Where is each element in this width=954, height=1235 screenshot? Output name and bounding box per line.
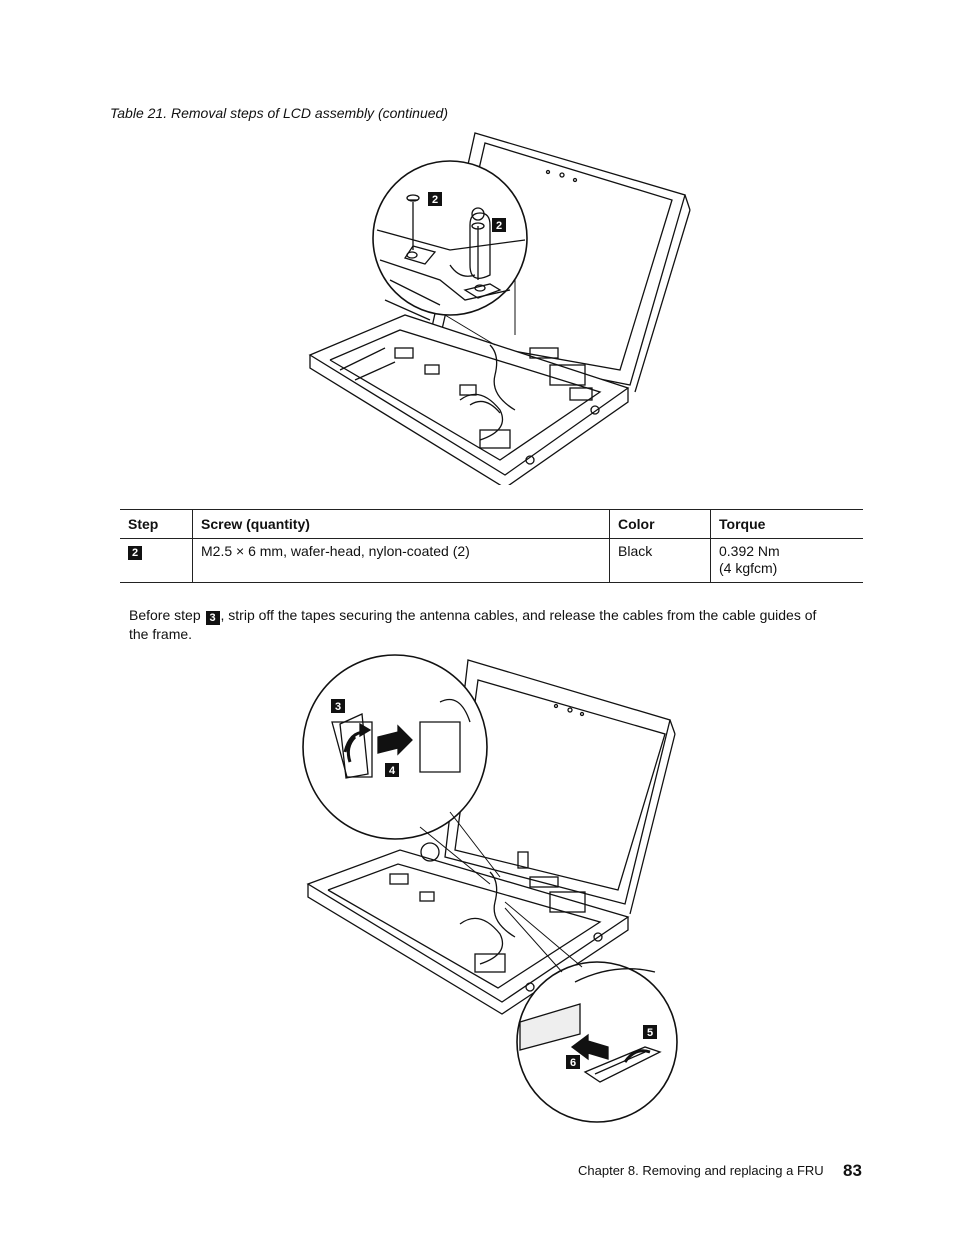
callout-badge xyxy=(643,1025,657,1039)
antenna-tape-removal-illustration xyxy=(300,652,700,1127)
column-header: Torque xyxy=(711,510,864,539)
step-badge: 3 xyxy=(206,611,220,625)
table-caption: Table 21. Removal steps of LCD assembly (continued) xyxy=(110,105,448,121)
column-header: Step xyxy=(120,510,193,539)
screw-table xyxy=(120,509,863,583)
callout-badge xyxy=(385,763,399,777)
svg-text:3: 3 xyxy=(334,701,342,713)
callout-badge xyxy=(492,218,506,232)
svg-text:2: 2 xyxy=(431,194,439,206)
footer-chapter: Chapter 8. Removing and replacing a FRU xyxy=(578,1163,824,1178)
callout-badge xyxy=(428,192,442,206)
svg-text:6: 6 xyxy=(569,1057,577,1069)
step-badge: 2 xyxy=(128,546,142,560)
column-header: Color xyxy=(610,510,711,539)
lcd-screw-removal-illustration xyxy=(300,130,700,485)
page-number: 83 xyxy=(843,1161,862,1180)
torque-value: 0.392 Nm xyxy=(719,543,780,559)
instruction-paragraph: Before step 3 , strip off the tapes securing the antenna cables, and release the cables from the cable guides of the frame. xyxy=(129,607,817,642)
svg-text:4: 4 xyxy=(388,765,396,777)
callout-badge xyxy=(566,1055,580,1069)
table-row xyxy=(120,539,863,583)
step-cell xyxy=(120,539,193,583)
color-cell: Black xyxy=(610,539,711,583)
svg-text:2: 2 xyxy=(495,220,503,232)
column-header: Screw (quantity) xyxy=(193,510,610,539)
callout-badge xyxy=(331,699,345,713)
svg-text:5: 5 xyxy=(646,1027,654,1039)
torque-cell xyxy=(711,539,864,583)
torque-value-alt: (4 kgfcm) xyxy=(719,560,778,576)
screw-cell: M2.5 × 6 mm, wafer-head, nylon-coated (2) xyxy=(193,539,610,583)
